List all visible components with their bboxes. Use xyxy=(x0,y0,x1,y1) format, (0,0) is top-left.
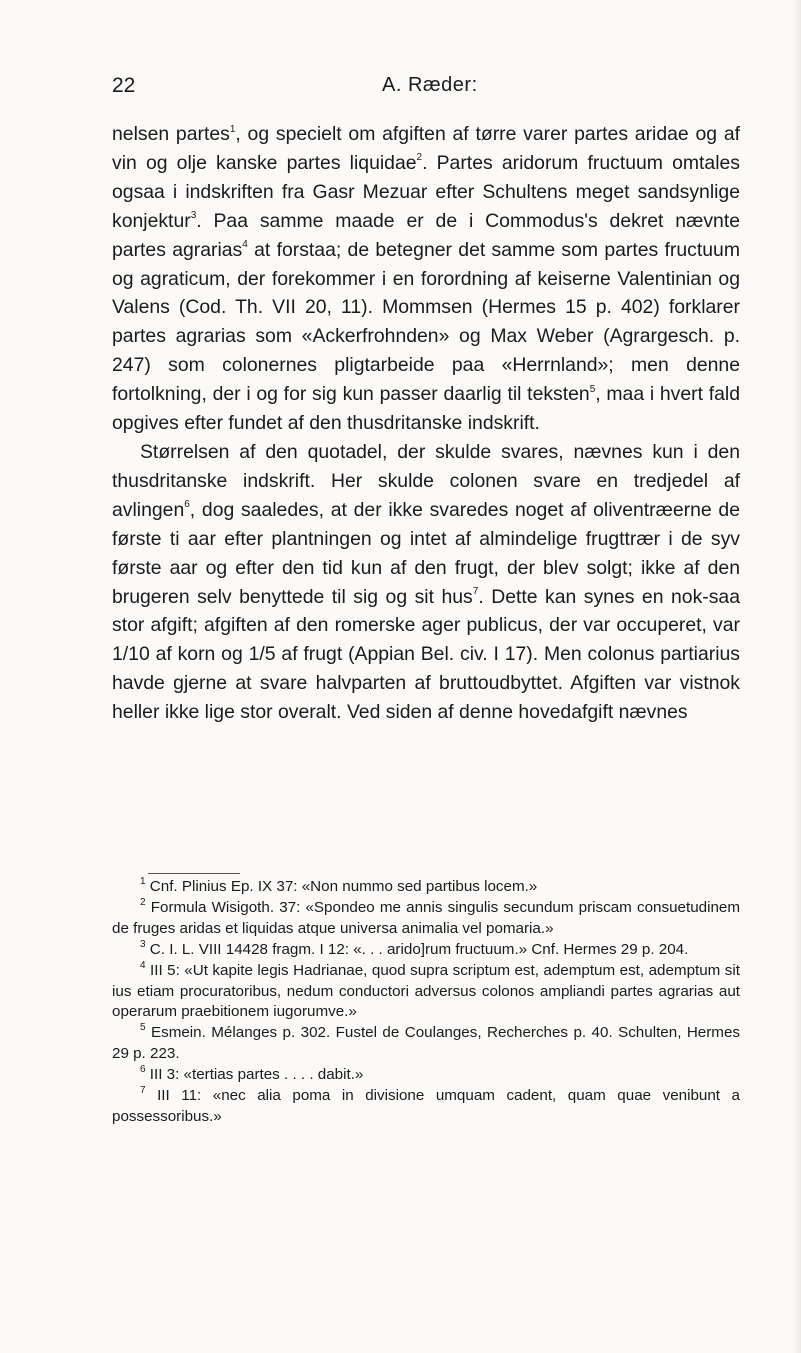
text-run: . Paa samme maade er de i Commodus's dekret nævnte partes agrarias xyxy=(112,209,740,261)
footnote-mark: 5 xyxy=(140,1022,146,1034)
text-run: at forstaa; de betegner det samme som partes fructuum og agraticum, der forekommer i en forordning af keiserne Valentinian og Valens (Cod. Th. VII 20, 11). Mommsen (Hermes 15 p. 402) forklarer partes agrarias som «Ackerfrohnden» og Max Weber (Agrargesch. p. 247) som colonernes pligtarbeide paa «Herrnland»; men denne fortolkning, der i og for sig kun passer daarlig til teksten xyxy=(112,238,740,406)
running-head: A. Ræder: xyxy=(382,74,478,96)
page-header xyxy=(112,74,744,100)
footnote-ref: 4 xyxy=(242,239,248,251)
footnote-text: Esmein. Mélanges p. 302. Fustel de Coulanges, Recherches p. 40. Schulten, Hermes 29 p. 223. xyxy=(112,1024,740,1063)
page-number: 22 xyxy=(112,74,136,97)
footnote-ref: 5 xyxy=(589,383,596,395)
footnote-text: Formula Wisigoth. 37: «Spondeo me annis singulis secundum priscam consuetudinem de fruges aridas et liquidas atque universa animalia vel pomaria.» xyxy=(112,898,740,937)
footnote-text: III 5: «Ut kapite legis Hadrianae, quod supra scriptum est, ademptum est, ademptum sit ius etiam procuratoribus, nedum conductori adversus colonos ampliandi partes agrarias aut operarum praebitionem iugorumve.» xyxy=(112,961,740,1021)
body-text xyxy=(112,120,740,727)
text-run: . Partes aridorum fructuum omtales ogsaa i indskriften fra Gasr Mezuar efter Schultens meget sandsynlige konjektur xyxy=(112,151,740,232)
paragraph xyxy=(112,438,740,727)
footnote xyxy=(112,877,740,898)
footnote-ref: 6 xyxy=(184,499,190,511)
text-run: , og specielt om afgiften af tørre varer partes aridae og af vin og olje kanske partes liquidae xyxy=(112,123,740,174)
footnote-text: III 11: «nec alia poma in divisione umquam cadent, quam quae venibunt a possessoribus.» xyxy=(112,1087,740,1125)
text-run: nelsen partes xyxy=(112,123,230,145)
page-edge-shadow xyxy=(791,0,801,1353)
footnote-text: Cnf. Plinius Ep. IX 37: «Non nummo sed partibus locem.» xyxy=(145,878,538,895)
fraction: 1/10 xyxy=(112,643,150,666)
text-run: , dog saaledes, at der ikke svaredes noget af oliventræerne de første ti aar efter plantningen og intet af almindelige frugttrær i de syv første aar og efter den tid kun af den frugt, der blev solgt; ikke af den brugeren selv benyttede til sig og sit hus xyxy=(112,498,740,608)
footnote xyxy=(112,940,740,961)
footnotes xyxy=(112,877,740,1128)
footnote-mark: 3 xyxy=(140,938,146,950)
footnote xyxy=(112,1065,740,1086)
footnote-ref: 3 xyxy=(190,210,197,222)
text-run: Størrelsen af den quotadel, der skulde svares, nævnes kun i den thusdritanske indskrift. Her skulde colonen svare en tredjedel af avlingen xyxy=(112,440,740,521)
text-run: , maa i hvert fald opgives efter fundet af den thusdritanske indskrift. xyxy=(112,383,740,435)
paragraph xyxy=(112,120,740,438)
footnote xyxy=(112,1086,740,1128)
footnote-text: C. I. L. VIII 14428 fragm. I 12: «. . . arido]rum fructuum.» Cnf. Hermes 29 p. 204. xyxy=(145,940,689,958)
text-run: af frugt (Appian Bel. civ. I 17). Men colonus partiarius havde gjerne at svare halvparten af bruttoudbyttet. Afgiften var vistnok heller ikke lige stor overalt. Ved siden af denne hovedafgift nævnes xyxy=(112,643,740,724)
footnote-mark: 1 xyxy=(140,875,146,887)
footnote-mark: 4 xyxy=(140,959,146,971)
text-run: af korn og xyxy=(149,643,249,666)
footnote-ref: 2 xyxy=(416,152,423,164)
footnote-ref: 1 xyxy=(229,123,236,135)
footnote-mark: 7 xyxy=(140,1085,146,1096)
footnote xyxy=(112,961,740,1024)
footnote-divider xyxy=(148,873,240,874)
footnote-ref: 7 xyxy=(472,586,479,598)
footnote xyxy=(112,898,740,940)
footnote-mark: 2 xyxy=(140,896,146,908)
fraction: 1/5 xyxy=(248,643,276,666)
footnote xyxy=(112,1023,740,1065)
text-run: . Dette kan synes en nok-saa stor afgift; afgiften af den romerske ager publicus, der var occuperet, var xyxy=(112,585,740,637)
footnote-text: III 3: «tertias partes . . . . dabit.» xyxy=(145,1066,364,1084)
footnote-mark: 6 xyxy=(140,1064,146,1076)
